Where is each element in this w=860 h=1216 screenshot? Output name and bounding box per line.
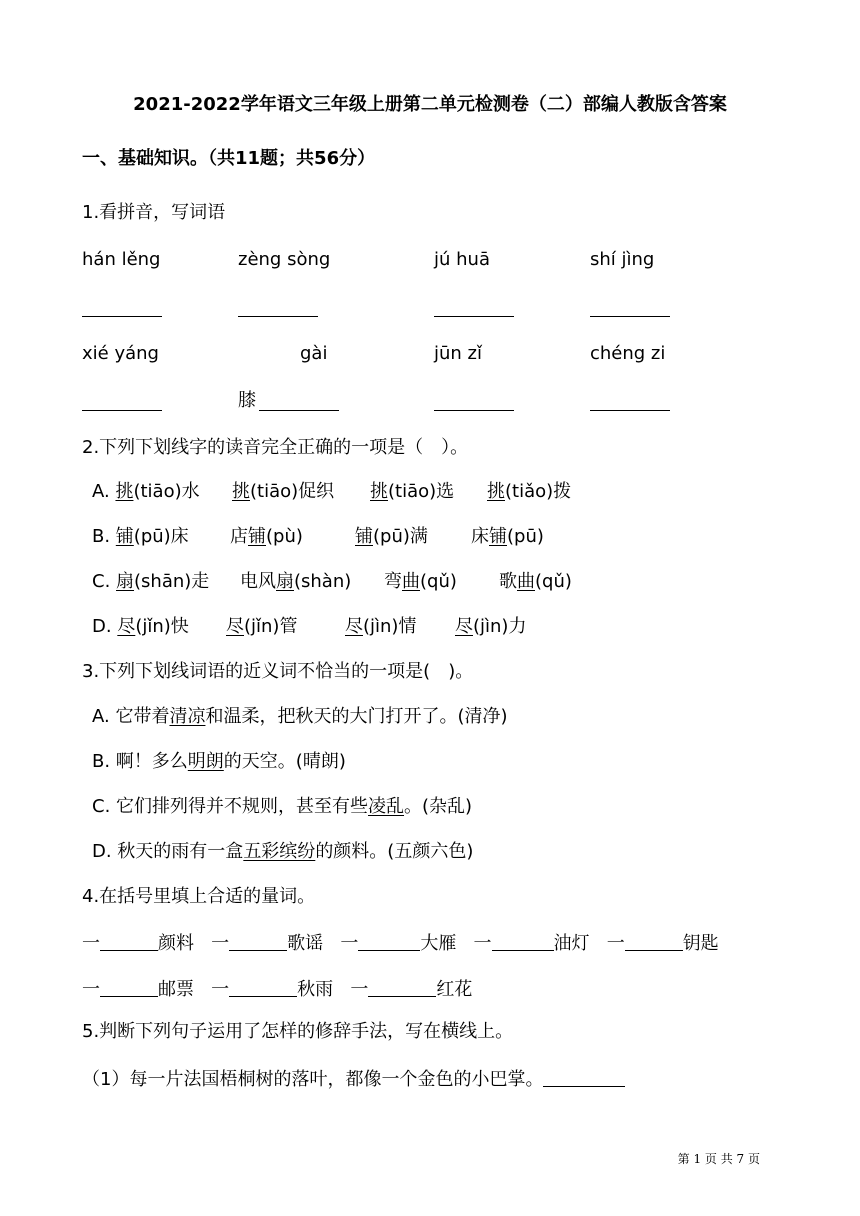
- answer-blank[interactable]: [82, 316, 162, 317]
- word: [345, 615, 416, 639]
- reading: (pù): [266, 526, 303, 547]
- yi: 一: [82, 933, 100, 954]
- section-heading: 一、基础知识。（共11题；共56分）: [82, 148, 376, 169]
- pinyin: jūn zǐ: [434, 343, 482, 364]
- noun: 秋雨: [297, 979, 334, 1000]
- pinyin: hán lěng: [82, 249, 161, 270]
- answer-blank[interactable]: [543, 1066, 625, 1087]
- reading: (jǐn)管: [244, 616, 298, 637]
- yi: 一: [211, 979, 230, 1000]
- question-3-stem: 3.下列下划线词语的近义词不恰当的一项是( )。: [82, 661, 474, 682]
- underlined-char: 铺: [355, 526, 373, 547]
- word: [232, 480, 334, 504]
- word: [240, 570, 351, 594]
- sentence-1: [82, 1066, 625, 1092]
- noun: 颜料: [158, 933, 194, 954]
- prefix: 床: [471, 526, 489, 547]
- text: B. 啊！多么: [92, 751, 188, 772]
- question-5-stem: 5.判断下列句子运用了怎样的修辞手法，写在横线上。: [82, 1021, 514, 1042]
- yi: 一: [606, 933, 625, 954]
- reading: (tiǎo)拨: [505, 481, 572, 502]
- pinyin: zèng sòng: [238, 249, 331, 270]
- prefix: 店: [230, 526, 248, 547]
- text: 。(杂乱): [404, 796, 473, 817]
- underlined-word: 清凉: [169, 706, 206, 727]
- word: [230, 525, 303, 549]
- answer-blank[interactable]: [259, 410, 339, 411]
- answer-blank[interactable]: [434, 316, 514, 317]
- answer-blank[interactable]: [590, 410, 670, 411]
- word: [355, 525, 428, 549]
- option-a[interactable]: [92, 480, 200, 504]
- option-c[interactable]: [92, 795, 472, 819]
- option-label: A.: [92, 481, 116, 502]
- text: C. 它们排列得并不规则，甚至有些: [92, 796, 369, 817]
- word: [226, 615, 297, 639]
- word: [384, 570, 457, 594]
- text: 和温柔，把秋天的大门打开了。(清净): [205, 706, 508, 727]
- answer-blank[interactable]: [82, 410, 162, 411]
- noun: 大雁: [420, 933, 457, 954]
- measure-word-row: [82, 930, 719, 956]
- reading: (jǐn)快: [135, 616, 189, 637]
- underlined-char: 扇: [276, 571, 294, 592]
- pinyin: gài: [300, 343, 328, 364]
- pinyin: chéng zi: [590, 343, 666, 364]
- page-footer: 第 1 页 共 7 页: [677, 1152, 760, 1166]
- underlined-char: 挑: [232, 481, 250, 502]
- underlined-char: 挑: [115, 481, 134, 502]
- pinyin: shí jìng: [590, 249, 655, 270]
- measure-word-row: [82, 976, 472, 1002]
- option-label: C.: [92, 571, 117, 592]
- prefix: 电风: [240, 571, 276, 592]
- option-label: B.: [92, 526, 116, 547]
- option-d[interactable]: [92, 840, 473, 864]
- prefix: 弯: [384, 571, 402, 592]
- option-b[interactable]: [92, 525, 189, 549]
- answer-blank[interactable]: [434, 410, 514, 411]
- reading: (qǔ): [420, 571, 457, 592]
- answer-blank[interactable]: [100, 976, 158, 997]
- answer-blank[interactable]: [238, 316, 318, 317]
- pinyin: jú huā: [434, 249, 490, 270]
- option-d[interactable]: [92, 615, 189, 639]
- word: [370, 480, 454, 504]
- underlined-char: 挑: [370, 481, 388, 502]
- yi: 一: [211, 933, 230, 954]
- question-4-stem: 4.在括号里填上合适的量词。: [82, 886, 316, 907]
- underlined-char: 尽: [345, 616, 363, 637]
- underlined-word: 凌乱: [368, 796, 405, 817]
- underlined-char: 尽: [455, 616, 473, 637]
- answer-blank[interactable]: [368, 976, 436, 997]
- noun: 红花: [436, 979, 473, 1000]
- answer-blank[interactable]: [229, 930, 287, 951]
- reading: (pū)满: [373, 526, 428, 547]
- sentence-text: （1）每一片法国梧桐树的落叶，都像一个金色的小巴掌。: [82, 1069, 544, 1090]
- page-title: 2021-2022学年语文三年级上册第二单元检测卷（二）部编人教版含答案: [133, 94, 727, 115]
- option-label: D.: [92, 616, 118, 637]
- reading: (qǔ): [535, 571, 572, 592]
- prefix: 歌: [499, 571, 517, 592]
- text: 的颜料。(五颜六色): [315, 841, 474, 862]
- pinyin: xié yáng: [82, 343, 159, 364]
- underlined-word: 明朗: [187, 751, 224, 772]
- reading: (tiāo)水: [133, 481, 200, 502]
- underlined-char: 尽: [226, 616, 244, 637]
- reading: (shān)走: [134, 571, 210, 592]
- text: D. 秋天的雨有一盒: [92, 841, 244, 862]
- reading: (tiāo)选: [388, 481, 455, 502]
- underlined-char: 铺: [248, 526, 266, 547]
- question-1-stem: 1.看拼音，写词语: [82, 202, 226, 223]
- yi: 一: [473, 933, 492, 954]
- reading: (pū): [507, 526, 544, 547]
- underlined-char: 铺: [115, 526, 134, 547]
- word: [487, 480, 571, 504]
- option-a[interactable]: [92, 705, 508, 729]
- noun: 油灯: [553, 933, 590, 954]
- noun: 邮票: [158, 979, 194, 1000]
- reading: (tiāo)促织: [250, 481, 335, 502]
- answer-blank[interactable]: [492, 930, 554, 951]
- underlined-char: 尽: [117, 616, 136, 637]
- underlined-char: 曲: [517, 571, 535, 592]
- yi: 一: [350, 979, 369, 1000]
- underlined-word: 五彩缤纷: [243, 841, 316, 862]
- noun: 歌谣: [287, 933, 324, 954]
- answer-blank[interactable]: [625, 930, 683, 951]
- yi: 一: [340, 933, 359, 954]
- underlined-char: 铺: [489, 526, 507, 547]
- text: 的天空。(晴朗): [223, 751, 346, 772]
- noun: 钥匙: [682, 933, 719, 954]
- prefix-char: 膝: [238, 390, 256, 411]
- underlined-char: 挑: [487, 481, 505, 502]
- reading: (shàn): [294, 571, 352, 592]
- reading: (jìn)力: [473, 616, 527, 637]
- answer-blank[interactable]: [100, 930, 158, 951]
- word: [471, 525, 544, 549]
- answer-blank[interactable]: [590, 316, 670, 317]
- question-2-stem: 2.下列下划线字的读音完全正确的一项是（ ）。: [82, 437, 469, 458]
- text: A. 它带着: [92, 706, 170, 727]
- yi: 一: [82, 979, 100, 1000]
- reading: (jìn)情: [363, 616, 417, 637]
- word: [499, 570, 572, 594]
- underlined-char: 曲: [402, 571, 420, 592]
- underlined-char: 扇: [116, 571, 135, 592]
- reading: (pū)床: [133, 526, 189, 547]
- option-b[interactable]: [92, 750, 346, 774]
- option-c[interactable]: [92, 570, 209, 594]
- answer-blank[interactable]: [229, 976, 297, 997]
- answer-blank[interactable]: [358, 930, 420, 951]
- word: [455, 615, 526, 639]
